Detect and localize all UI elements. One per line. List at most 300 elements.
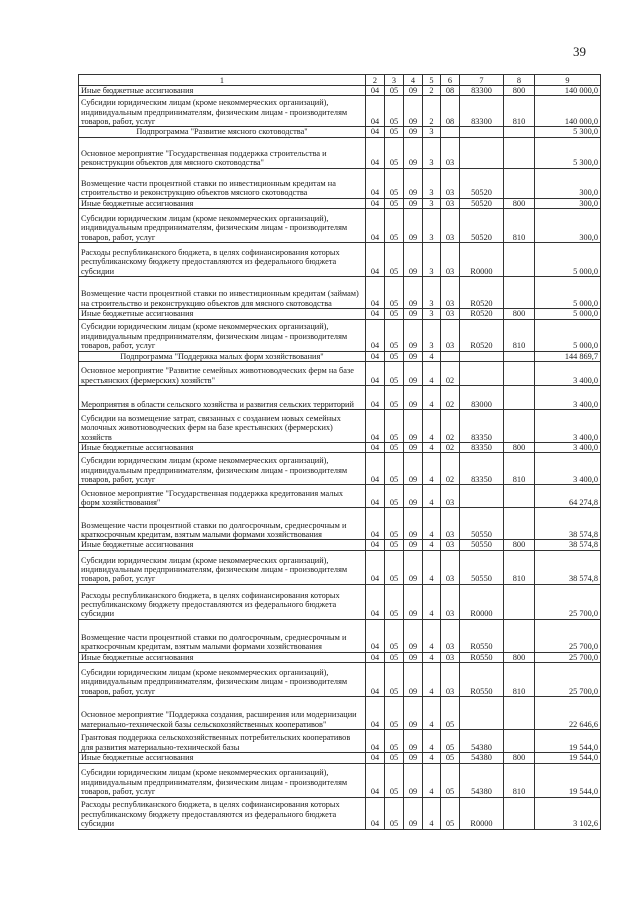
code-cell: 05 [385, 362, 404, 386]
code-cell: 4 [423, 362, 441, 386]
code-cell: 4 [423, 652, 441, 662]
page-number: 39 [573, 44, 586, 59]
row-name-cell: Основное мероприятие "Развитие семейных животноводческих ферм на базе крестьянских (фермерских) хозяйств" [79, 362, 366, 386]
code-cell: 04 [366, 619, 385, 652]
row-name-cell: Иные бюджетные ассигнования [79, 86, 366, 96]
row-name-cell: Основное мероприятие "Государственная поддержка строительства и реконструкции объектов для мясного скотоводства" [79, 137, 366, 168]
code-cell: 50520 [460, 198, 504, 208]
code-cell: 04 [366, 319, 385, 351]
code-cell: R0550 [460, 663, 504, 697]
row-name-cell: Возмещение части процентной ставки по инвестиционным кредитам на строительство и реконструкцию объектов мясного скотоводства [79, 168, 366, 198]
table-row [79, 96, 601, 127]
row-name-cell: Иные бюджетные ассигнования [79, 753, 366, 763]
table-row [79, 508, 601, 540]
code-cell: 04 [366, 86, 385, 96]
code-cell: 09 [404, 86, 423, 96]
code-cell: 05 [385, 619, 404, 652]
code-cell: 83350 [460, 453, 504, 485]
code-cell: 05 [385, 168, 404, 198]
code-cell: 05 [441, 730, 460, 753]
code-cell: 800 [504, 309, 535, 319]
code-cell: 810 [504, 319, 535, 351]
code-cell: 4 [423, 584, 441, 619]
table-row [79, 209, 601, 243]
code-cell: 03 [441, 209, 460, 243]
code-cell [504, 386, 535, 410]
row-name-cell: Расходы республиканского бюджета, в целях софинансирования которых республиканскому бюджету предоставляются из федерального бюджета субсидии [79, 797, 366, 829]
code-cell: 05 [441, 753, 460, 763]
code-cell: 02 [441, 453, 460, 485]
code-cell: 05 [385, 386, 404, 410]
code-cell: 04 [366, 550, 385, 584]
code-cell: 05 [385, 540, 404, 550]
code-cell: 09 [404, 730, 423, 753]
code-cell: 810 [504, 453, 535, 485]
code-cell [460, 485, 504, 508]
code-cell: 04 [366, 652, 385, 662]
table-row [79, 319, 601, 351]
row-name-cell: Субсидии юридическим лицам (кроме некоммерческих организаций), индивидуальным предпринимателям, физическим лицам - производителям товаров, работ, услуг [79, 453, 366, 485]
table-row [79, 277, 601, 309]
table-row [79, 584, 601, 619]
table-row [79, 362, 601, 386]
code-cell: 04 [366, 443, 385, 453]
code-cell: 83350 [460, 410, 504, 443]
code-cell: 04 [366, 763, 385, 797]
code-cell: 02 [441, 410, 460, 443]
code-cell: 3 [423, 309, 441, 319]
row-name-cell: Субсидии юридическим лицам (кроме некоммерческих организаций), индивидуальным предпринимателям, физическим лицам - производителям товаров, работ, услуг [79, 763, 366, 797]
code-cell: R0000 [460, 797, 504, 829]
code-cell: 03 [441, 584, 460, 619]
code-cell: 800 [504, 443, 535, 453]
code-cell: 3 [423, 168, 441, 198]
code-cell: 05 [385, 209, 404, 243]
table-row [79, 763, 601, 797]
code-cell: 4 [423, 697, 441, 730]
code-cell: 04 [366, 168, 385, 198]
code-cell: 09 [404, 243, 423, 277]
code-cell: 3 [423, 319, 441, 351]
amount-cell: 64 274,8 [535, 485, 601, 508]
table-row [79, 753, 601, 763]
table-row [79, 619, 601, 652]
table-row [79, 485, 601, 508]
code-cell: 03 [441, 168, 460, 198]
code-cell: 05 [385, 351, 404, 361]
code-cell [504, 730, 535, 753]
code-cell: 08 [441, 86, 460, 96]
code-cell: R0000 [460, 243, 504, 277]
code-cell: 4 [423, 453, 441, 485]
amount-cell: 19 544,0 [535, 763, 601, 797]
amount-cell: 5 000,0 [535, 277, 601, 309]
row-name-cell: Возмещение части процентной ставки по инвестиционным кредитам (займам) на строительство и реконструкцию объектов для мясного скотоводства [79, 277, 366, 309]
code-cell: 4 [423, 351, 441, 361]
code-cell: 04 [366, 277, 385, 309]
code-cell: R0550 [460, 619, 504, 652]
code-cell: 09 [404, 697, 423, 730]
code-cell: 09 [404, 96, 423, 127]
code-cell: 05 [385, 508, 404, 540]
code-cell: 05 [441, 697, 460, 730]
column-header: 6 [441, 75, 460, 86]
code-cell: 09 [404, 443, 423, 453]
budget-table [78, 74, 601, 830]
code-cell: 50550 [460, 508, 504, 540]
row-name-cell: Подпрограмма "Развитие мясного скотоводства" [79, 127, 366, 137]
code-cell: 02 [441, 386, 460, 410]
code-cell: 09 [404, 663, 423, 697]
column-header: 2 [366, 75, 385, 86]
code-cell: 09 [404, 198, 423, 208]
code-cell: 04 [366, 730, 385, 753]
code-cell: 02 [441, 362, 460, 386]
code-cell: 09 [404, 277, 423, 309]
amount-cell: 5 000,0 [535, 319, 601, 351]
code-cell: 09 [404, 386, 423, 410]
code-cell [460, 137, 504, 168]
row-name-cell: Основное мероприятие "Поддержка создания, расширения или модернизации материально-технической базы сельскохозяйственных кооперативов" [79, 697, 366, 730]
code-cell: 810 [504, 763, 535, 797]
table-row [79, 137, 601, 168]
row-name-cell: Основное мероприятие "Государственная поддержка кредитования малых форм хозяйствования" [79, 485, 366, 508]
amount-cell: 5 000,0 [535, 309, 601, 319]
table-row [79, 86, 601, 96]
code-cell: 08 [441, 96, 460, 127]
code-cell: 54380 [460, 763, 504, 797]
code-cell [460, 351, 504, 361]
code-cell: 810 [504, 209, 535, 243]
code-cell: 3 [423, 243, 441, 277]
code-cell: 03 [441, 540, 460, 550]
code-cell: 4 [423, 508, 441, 540]
code-cell: 03 [441, 319, 460, 351]
code-cell: 03 [441, 485, 460, 508]
code-cell: 04 [366, 697, 385, 730]
code-cell: 03 [441, 508, 460, 540]
code-cell: 04 [366, 96, 385, 127]
code-cell: 09 [404, 351, 423, 361]
table-body [79, 86, 601, 830]
code-cell: 810 [504, 550, 535, 584]
code-cell: 83000 [460, 386, 504, 410]
row-name-cell: Грантовая поддержка сельскохозяйственных потребительских кооперативов для развития материально-технической базы [79, 730, 366, 753]
code-cell [504, 351, 535, 361]
code-cell: R0550 [460, 652, 504, 662]
column-header: 5 [423, 75, 441, 86]
code-cell: 4 [423, 386, 441, 410]
table-row [79, 730, 601, 753]
code-cell: 03 [441, 663, 460, 697]
code-cell: 05 [385, 584, 404, 619]
row-name-cell: Иные бюджетные ассигнования [79, 309, 366, 319]
row-name-cell: Субсидии юридическим лицам (кроме некоммерческих организаций), индивидуальным предпринимателям, физическим лицам - производителям товаров, работ, услуг [79, 319, 366, 351]
code-cell [460, 362, 504, 386]
code-cell: 05 [385, 485, 404, 508]
code-cell: 09 [404, 584, 423, 619]
code-cell: 3 [423, 277, 441, 309]
code-cell: 4 [423, 410, 441, 443]
amount-cell: 300,0 [535, 198, 601, 208]
code-cell [504, 797, 535, 829]
amount-cell: 3 400,0 [535, 362, 601, 386]
table-row [79, 443, 601, 453]
code-cell: 05 [385, 243, 404, 277]
amount-cell: 25 700,0 [535, 652, 601, 662]
code-cell: 50550 [460, 540, 504, 550]
code-cell: 810 [504, 96, 535, 127]
code-cell: 09 [404, 362, 423, 386]
code-cell: 4 [423, 730, 441, 753]
row-name-cell: Возмещение части процентной ставки по долгосрочным, среднесрочным и краткосрочным кредитам, взятым малыми формами хозяйствования [79, 508, 366, 540]
column-header: 1 [79, 75, 366, 86]
amount-cell: 140 000,0 [535, 86, 601, 96]
code-cell [504, 508, 535, 540]
code-cell: 05 [385, 96, 404, 127]
code-cell [504, 362, 535, 386]
code-cell [460, 127, 504, 137]
row-name-cell: Расходы республиканского бюджета, в целях софинансирования которых республиканскому бюджету предоставляются из федерального бюджета субсидии [79, 584, 366, 619]
row-name-cell: Иные бюджетные ассигнования [79, 540, 366, 550]
code-cell: 05 [385, 137, 404, 168]
code-cell: R0520 [460, 277, 504, 309]
row-name-cell: Подпрограмма "Поддержка малых форм хозяйствования" [79, 351, 366, 361]
code-cell: R0000 [460, 584, 504, 619]
code-cell: 03 [441, 550, 460, 584]
code-cell: 4 [423, 550, 441, 584]
table-row [79, 550, 601, 584]
code-cell: 09 [404, 763, 423, 797]
code-cell: 03 [441, 619, 460, 652]
amount-cell: 3 400,0 [535, 443, 601, 453]
code-cell: 4 [423, 540, 441, 550]
code-cell: 04 [366, 362, 385, 386]
amount-cell: 3 400,0 [535, 453, 601, 485]
amount-cell: 300,0 [535, 209, 601, 243]
row-name-cell: Субсидии юридическим лицам (кроме некоммерческих организаций), индивидуальным предпринимателям, физическим лицам - производителям товаров, работ, услуг [79, 96, 366, 127]
code-cell: 09 [404, 137, 423, 168]
column-header: 4 [404, 75, 423, 86]
code-cell: 05 [385, 663, 404, 697]
code-cell [504, 584, 535, 619]
code-cell: 09 [404, 127, 423, 137]
code-cell: 04 [366, 797, 385, 829]
code-cell: 09 [404, 619, 423, 652]
amount-cell: 38 574,8 [535, 540, 601, 550]
code-cell: 03 [441, 137, 460, 168]
amount-cell: 3 400,0 [535, 410, 601, 443]
row-name-cell: Субсидии юридическим лицам (кроме некоммерческих организаций), индивидуальным предпринимателям, физическим лицам - производителям товаров, работ, услуг [79, 209, 366, 243]
row-name-cell: Субсидии юридическим лицам (кроме некоммерческих организаций), индивидуальным предпринимателям, физическим лицам - производителям товаров, работ, услуг [79, 550, 366, 584]
table-row [79, 127, 601, 137]
code-cell: 83300 [460, 96, 504, 127]
amount-cell: 300,0 [535, 168, 601, 198]
code-cell [504, 619, 535, 652]
table-row [79, 453, 601, 485]
code-cell: 03 [441, 309, 460, 319]
row-name-cell: Субсидии юридическим лицам (кроме некоммерческих организаций), индивидуальным предпринимателям, физическим лицам - производителям товаров, работ, услуг [79, 663, 366, 697]
amount-cell: 5 300,0 [535, 127, 601, 137]
amount-cell: 19 544,0 [535, 753, 601, 763]
column-header: 3 [385, 75, 404, 86]
code-cell [504, 410, 535, 443]
code-cell [460, 697, 504, 730]
code-cell: 800 [504, 652, 535, 662]
code-cell: 05 [385, 410, 404, 443]
amount-cell: 5 000,0 [535, 243, 601, 277]
code-cell: 810 [504, 663, 535, 697]
table-row [79, 243, 601, 277]
code-cell: 4 [423, 485, 441, 508]
table-row [79, 797, 601, 829]
code-cell: 800 [504, 198, 535, 208]
table-row [79, 386, 601, 410]
code-cell: 09 [404, 540, 423, 550]
amount-cell: 5 300,0 [535, 137, 601, 168]
code-cell: 83350 [460, 443, 504, 453]
code-cell: 800 [504, 540, 535, 550]
code-cell: 04 [366, 127, 385, 137]
table-row [79, 540, 601, 550]
column-header: 8 [504, 75, 535, 86]
amount-cell: 144 869,7 [535, 351, 601, 361]
code-cell: 3 [423, 209, 441, 243]
code-cell: 04 [366, 198, 385, 208]
table-row [79, 652, 601, 662]
code-cell: 05 [385, 453, 404, 485]
row-name-cell: Иные бюджетные ассигнования [79, 198, 366, 208]
code-cell: 04 [366, 309, 385, 319]
code-cell: 04 [366, 584, 385, 619]
code-cell: 09 [404, 652, 423, 662]
code-cell: 04 [366, 351, 385, 361]
amount-cell: 19 544,0 [535, 730, 601, 753]
code-cell: 09 [404, 753, 423, 763]
code-cell: 04 [366, 753, 385, 763]
code-cell: 04 [366, 540, 385, 550]
code-cell: 02 [441, 443, 460, 453]
code-cell [441, 127, 460, 137]
amount-cell: 25 700,0 [535, 663, 601, 697]
code-cell: 83300 [460, 86, 504, 96]
code-cell: 09 [404, 550, 423, 584]
code-cell: 3 [423, 137, 441, 168]
code-cell: 04 [366, 453, 385, 485]
code-cell: 09 [404, 168, 423, 198]
code-cell [504, 243, 535, 277]
code-cell [504, 485, 535, 508]
row-name-cell: Субсидии на возмещение затрат, связанных с созданием новых семейных молочных животноводческих ферм на базе крестьянских (фермерских) хозяйств [79, 410, 366, 443]
amount-cell: 38 574,8 [535, 550, 601, 584]
table-row [79, 410, 601, 443]
code-cell: 05 [385, 730, 404, 753]
amount-cell: 140 000,0 [535, 96, 601, 127]
code-cell: 03 [441, 243, 460, 277]
row-name-cell: Расходы республиканского бюджета, в целях софинансирования которых республиканскому бюджету предоставляются из федерального бюджета субсидии [79, 243, 366, 277]
code-cell: 03 [441, 277, 460, 309]
code-cell [504, 697, 535, 730]
code-cell: 04 [366, 386, 385, 410]
code-cell: 09 [404, 485, 423, 508]
amount-cell: 25 700,0 [535, 619, 601, 652]
amount-cell: 25 700,0 [535, 584, 601, 619]
amount-cell: 22 646,6 [535, 697, 601, 730]
code-cell: 09 [404, 319, 423, 351]
row-name-cell: Иные бюджетные ассигнования [79, 443, 366, 453]
code-cell: 3 [423, 198, 441, 208]
code-cell: 04 [366, 663, 385, 697]
code-cell: 05 [385, 697, 404, 730]
code-cell: 4 [423, 763, 441, 797]
amount-cell: 3 102,6 [535, 797, 601, 829]
amount-cell: 38 574,8 [535, 508, 601, 540]
code-cell: 05 [385, 763, 404, 797]
code-cell: 05 [385, 309, 404, 319]
code-cell: 3 [423, 127, 441, 137]
code-cell: 2 [423, 96, 441, 127]
code-cell: 05 [385, 652, 404, 662]
code-cell: 04 [366, 137, 385, 168]
code-cell: 04 [366, 410, 385, 443]
table-row [79, 168, 601, 198]
table-row [79, 309, 601, 319]
code-cell: 04 [366, 243, 385, 277]
code-cell: 09 [404, 209, 423, 243]
code-cell: 4 [423, 663, 441, 697]
code-cell: 09 [404, 410, 423, 443]
row-name-cell: Мероприятия в области сельского хозяйства и развития сельских территорий [79, 386, 366, 410]
code-cell: 09 [404, 309, 423, 319]
code-cell: 04 [366, 209, 385, 243]
amount-cell: 3 400,0 [535, 386, 601, 410]
table-row [79, 697, 601, 730]
code-cell [504, 137, 535, 168]
code-cell: 54380 [460, 730, 504, 753]
code-cell: 05 [385, 753, 404, 763]
code-cell: 50550 [460, 550, 504, 584]
code-cell: 05 [385, 277, 404, 309]
code-cell: R0520 [460, 319, 504, 351]
row-name-cell: Иные бюджетные ассигнования [79, 652, 366, 662]
code-cell: 05 [385, 550, 404, 584]
code-cell: 05 [441, 797, 460, 829]
code-cell: 04 [366, 508, 385, 540]
code-cell: R0520 [460, 309, 504, 319]
code-cell: 09 [404, 508, 423, 540]
code-cell: 05 [385, 198, 404, 208]
code-cell [441, 351, 460, 361]
code-cell: 05 [385, 319, 404, 351]
column-header: 9 [535, 75, 601, 86]
code-cell: 09 [404, 453, 423, 485]
code-cell: 800 [504, 753, 535, 763]
code-cell: 05 [385, 86, 404, 96]
code-cell: 04 [366, 485, 385, 508]
code-cell: 05 [385, 127, 404, 137]
code-cell [504, 127, 535, 137]
code-cell: 2 [423, 86, 441, 96]
code-cell: 4 [423, 753, 441, 763]
code-cell: 50520 [460, 209, 504, 243]
table-row [79, 351, 601, 361]
table-header-row [79, 75, 601, 86]
code-cell: 05 [441, 763, 460, 797]
code-cell: 09 [404, 797, 423, 829]
code-cell: 4 [423, 443, 441, 453]
code-cell: 05 [385, 443, 404, 453]
code-cell: 4 [423, 619, 441, 652]
